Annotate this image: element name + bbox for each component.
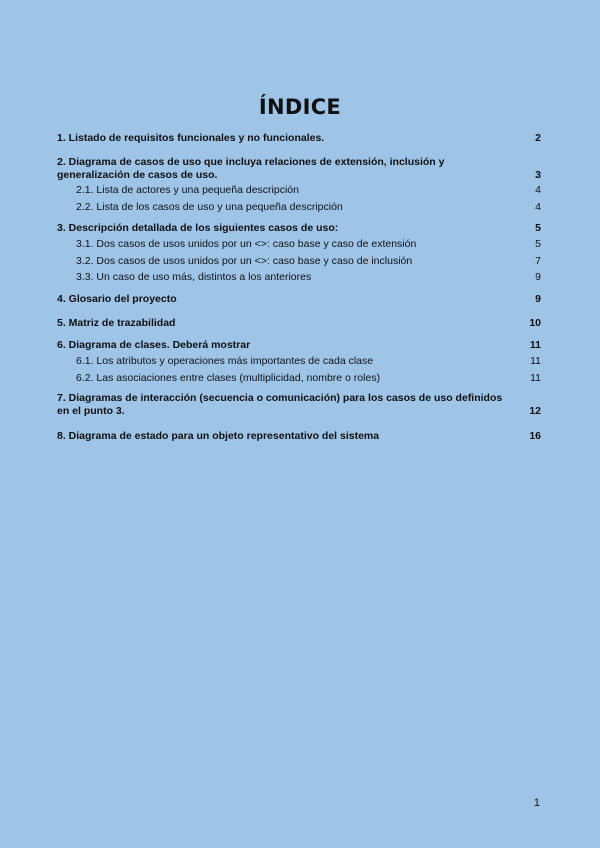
toc-entry-page: 12: [529, 405, 541, 417]
page-title: ÍNDICE: [258, 95, 342, 119]
toc-entry-8[interactable]: [57, 430, 543, 443]
toc-entry-page: 7: [535, 255, 541, 267]
toc-entry-page: 9: [535, 293, 541, 305]
toc-entry-page: 11: [530, 372, 541, 384]
toc-entry-page: 4: [535, 184, 541, 196]
toc-entry-page: 5: [535, 222, 541, 234]
toc-entry-label: 6.1. Los atributos y operaciones más importantes de cada clase: [76, 355, 374, 367]
toc-entry-label: 1. Listado de requisitos funcionales y no funcionales.: [57, 132, 325, 144]
toc-entry-page: 11: [530, 355, 541, 367]
toc-entry-3[interactable]: [57, 222, 543, 235]
toc-entry-label: 3.2. Dos casos de usos unidos por un <>: caso base y caso de inclusión: [76, 255, 413, 267]
toc-entry-label: 3. Descripción detallada de los siguientes casos de uso:: [57, 222, 339, 234]
toc-entry-label: 6. Diagrama de clases. Deberá mostrar: [57, 339, 251, 351]
toc-entry-label: 2.1. Lista de actores y una pequeña descripción: [76, 184, 299, 196]
toc-entry-3-3[interactable]: [57, 271, 543, 284]
toc-entry-7[interactable]: [57, 392, 543, 418]
toc-entry-3-2[interactable]: [57, 255, 543, 268]
toc-entry-page: 9: [535, 271, 541, 283]
toc-entry-page: 3: [535, 169, 541, 181]
toc-entry-page: 5: [535, 238, 541, 250]
toc-entry-label: 2.2. Lista de los casos de uso y una pequeña descripción: [76, 201, 343, 213]
toc-entry-page: 2: [535, 132, 541, 144]
toc-entry-2-2[interactable]: [57, 201, 543, 214]
toc-entry-label: 7. Diagramas de interacción (secuencia o comunicación) para los casos de uso definidos en el punto 3.: [57, 392, 503, 417]
page-number: 1: [533, 797, 540, 809]
toc-entry-page: 10: [529, 317, 541, 329]
toc-entry-label: 4. Glosario del proyecto: [57, 293, 177, 305]
toc-entry-6-2[interactable]: [57, 372, 543, 385]
toc-entry-page: 4: [535, 201, 541, 213]
toc-entry-4[interactable]: [57, 293, 543, 306]
toc-entry-2[interactable]: [57, 156, 543, 182]
toc-entry-label: 5. Matriz de trazabilidad: [57, 317, 176, 329]
toc-entry-page: 11: [529, 339, 541, 351]
toc-entry-3-1[interactable]: [57, 238, 543, 251]
toc-entry-label: 6.2. Las asociaciones entre clases (multiplicidad, nombre o roles): [76, 372, 381, 384]
toc-entry-page: 16: [529, 430, 541, 442]
toc-entry-1[interactable]: [57, 132, 543, 145]
toc-entry-6[interactable]: [57, 339, 543, 352]
toc-entry-label: 3.3. Un caso de uso más, distintos a los anteriores: [76, 271, 312, 283]
toc-entry-2-1[interactable]: [57, 184, 543, 197]
toc-entry-label: 2. Diagrama de casos de uso que incluya relaciones de extensión, inclusión y generalización de casos de uso.: [57, 156, 445, 181]
toc-entry-label: 8. Diagrama de estado para un objeto representativo del sistema: [57, 430, 380, 442]
toc-entry-5[interactable]: [57, 317, 543, 330]
toc-entry-6-1[interactable]: [57, 355, 543, 368]
toc-entry-label: 3.1. Dos casos de usos unidos por un <>: caso base y caso de extensión: [76, 238, 417, 250]
